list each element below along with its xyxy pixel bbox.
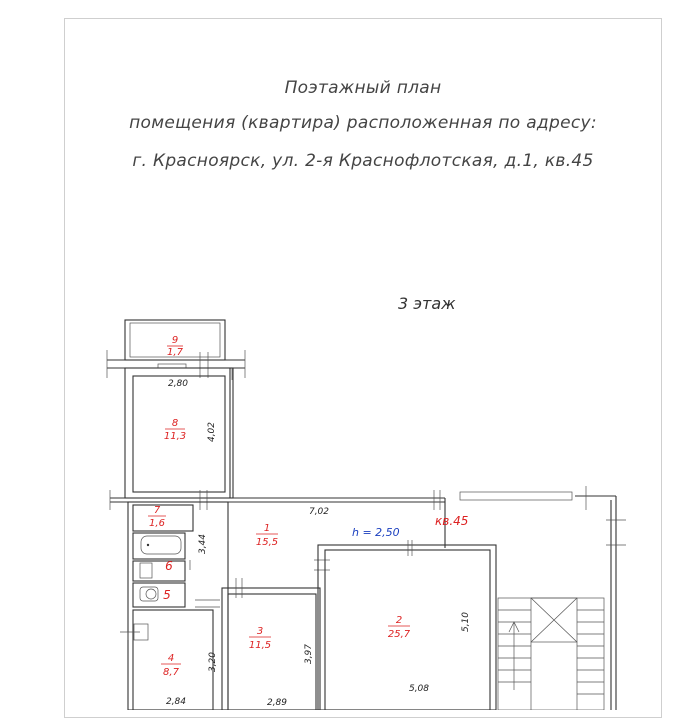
dimension-5-08: 5,08 — [408, 684, 430, 694]
ceiling-height-label: h = 2,50 — [352, 526, 400, 539]
dimension-2-89: 2,89 — [266, 698, 288, 708]
room-9-number: 9 — [171, 335, 179, 346]
room-7-label — [148, 505, 166, 529]
title-line-1: Поэтажный план — [284, 78, 442, 98]
apartment-number-label: кв.45 — [435, 514, 469, 528]
room-2-number: 2 — [395, 615, 403, 626]
dimension-7-02: 7,02 — [308, 507, 330, 517]
stairwell — [498, 598, 604, 710]
outer-walls — [110, 368, 626, 710]
room-9-area: 1,7 — [167, 347, 183, 358]
dimension-3-44: 3,44 — [198, 533, 208, 555]
room-3-walls — [222, 560, 330, 710]
room-4-label — [161, 653, 181, 678]
title-line-3: г. Красноярск, ул. 2-я Краснофлотская, д.1, кв.45 — [132, 151, 594, 171]
floor-label: 3 этаж — [398, 294, 456, 313]
room-3-number: 3 — [256, 626, 264, 637]
room-8-number: 8 — [171, 418, 179, 429]
room-7-number: 7 — [153, 505, 161, 516]
title-line-2: помещения (квартира) расположенная по адресу: — [129, 113, 597, 133]
left-rooms — [120, 502, 228, 710]
room-4-number: 4 — [167, 653, 175, 664]
room-1-label — [256, 523, 278, 548]
room-3-area: 11,5 — [248, 640, 272, 651]
dimension-5-10: 5,10 — [461, 611, 471, 633]
room-3-label — [249, 626, 271, 651]
dimension-2-84: 2,84 — [165, 697, 187, 707]
room-2-label — [388, 615, 411, 640]
room-5-number: 5 — [163, 588, 171, 602]
dimension-3-20: 3,20 — [208, 651, 218, 673]
dimension-3-97: 3,97 — [304, 643, 314, 665]
room-4-area: 8,7 — [163, 667, 179, 678]
room-2-area: 25,7 — [387, 629, 411, 640]
room-8-label — [164, 418, 186, 442]
room-8-area: 11,3 — [163, 431, 187, 442]
room-9-label — [167, 335, 184, 358]
room-1-area: 15,5 — [255, 537, 279, 548]
room-1-number: 1 — [263, 523, 271, 534]
room-7-area: 1,6 — [149, 518, 165, 529]
dimension-2-80: 2,80 — [167, 379, 189, 389]
dimension-4-02: 4,02 — [207, 421, 217, 443]
room-6-number: 6 — [165, 559, 173, 573]
